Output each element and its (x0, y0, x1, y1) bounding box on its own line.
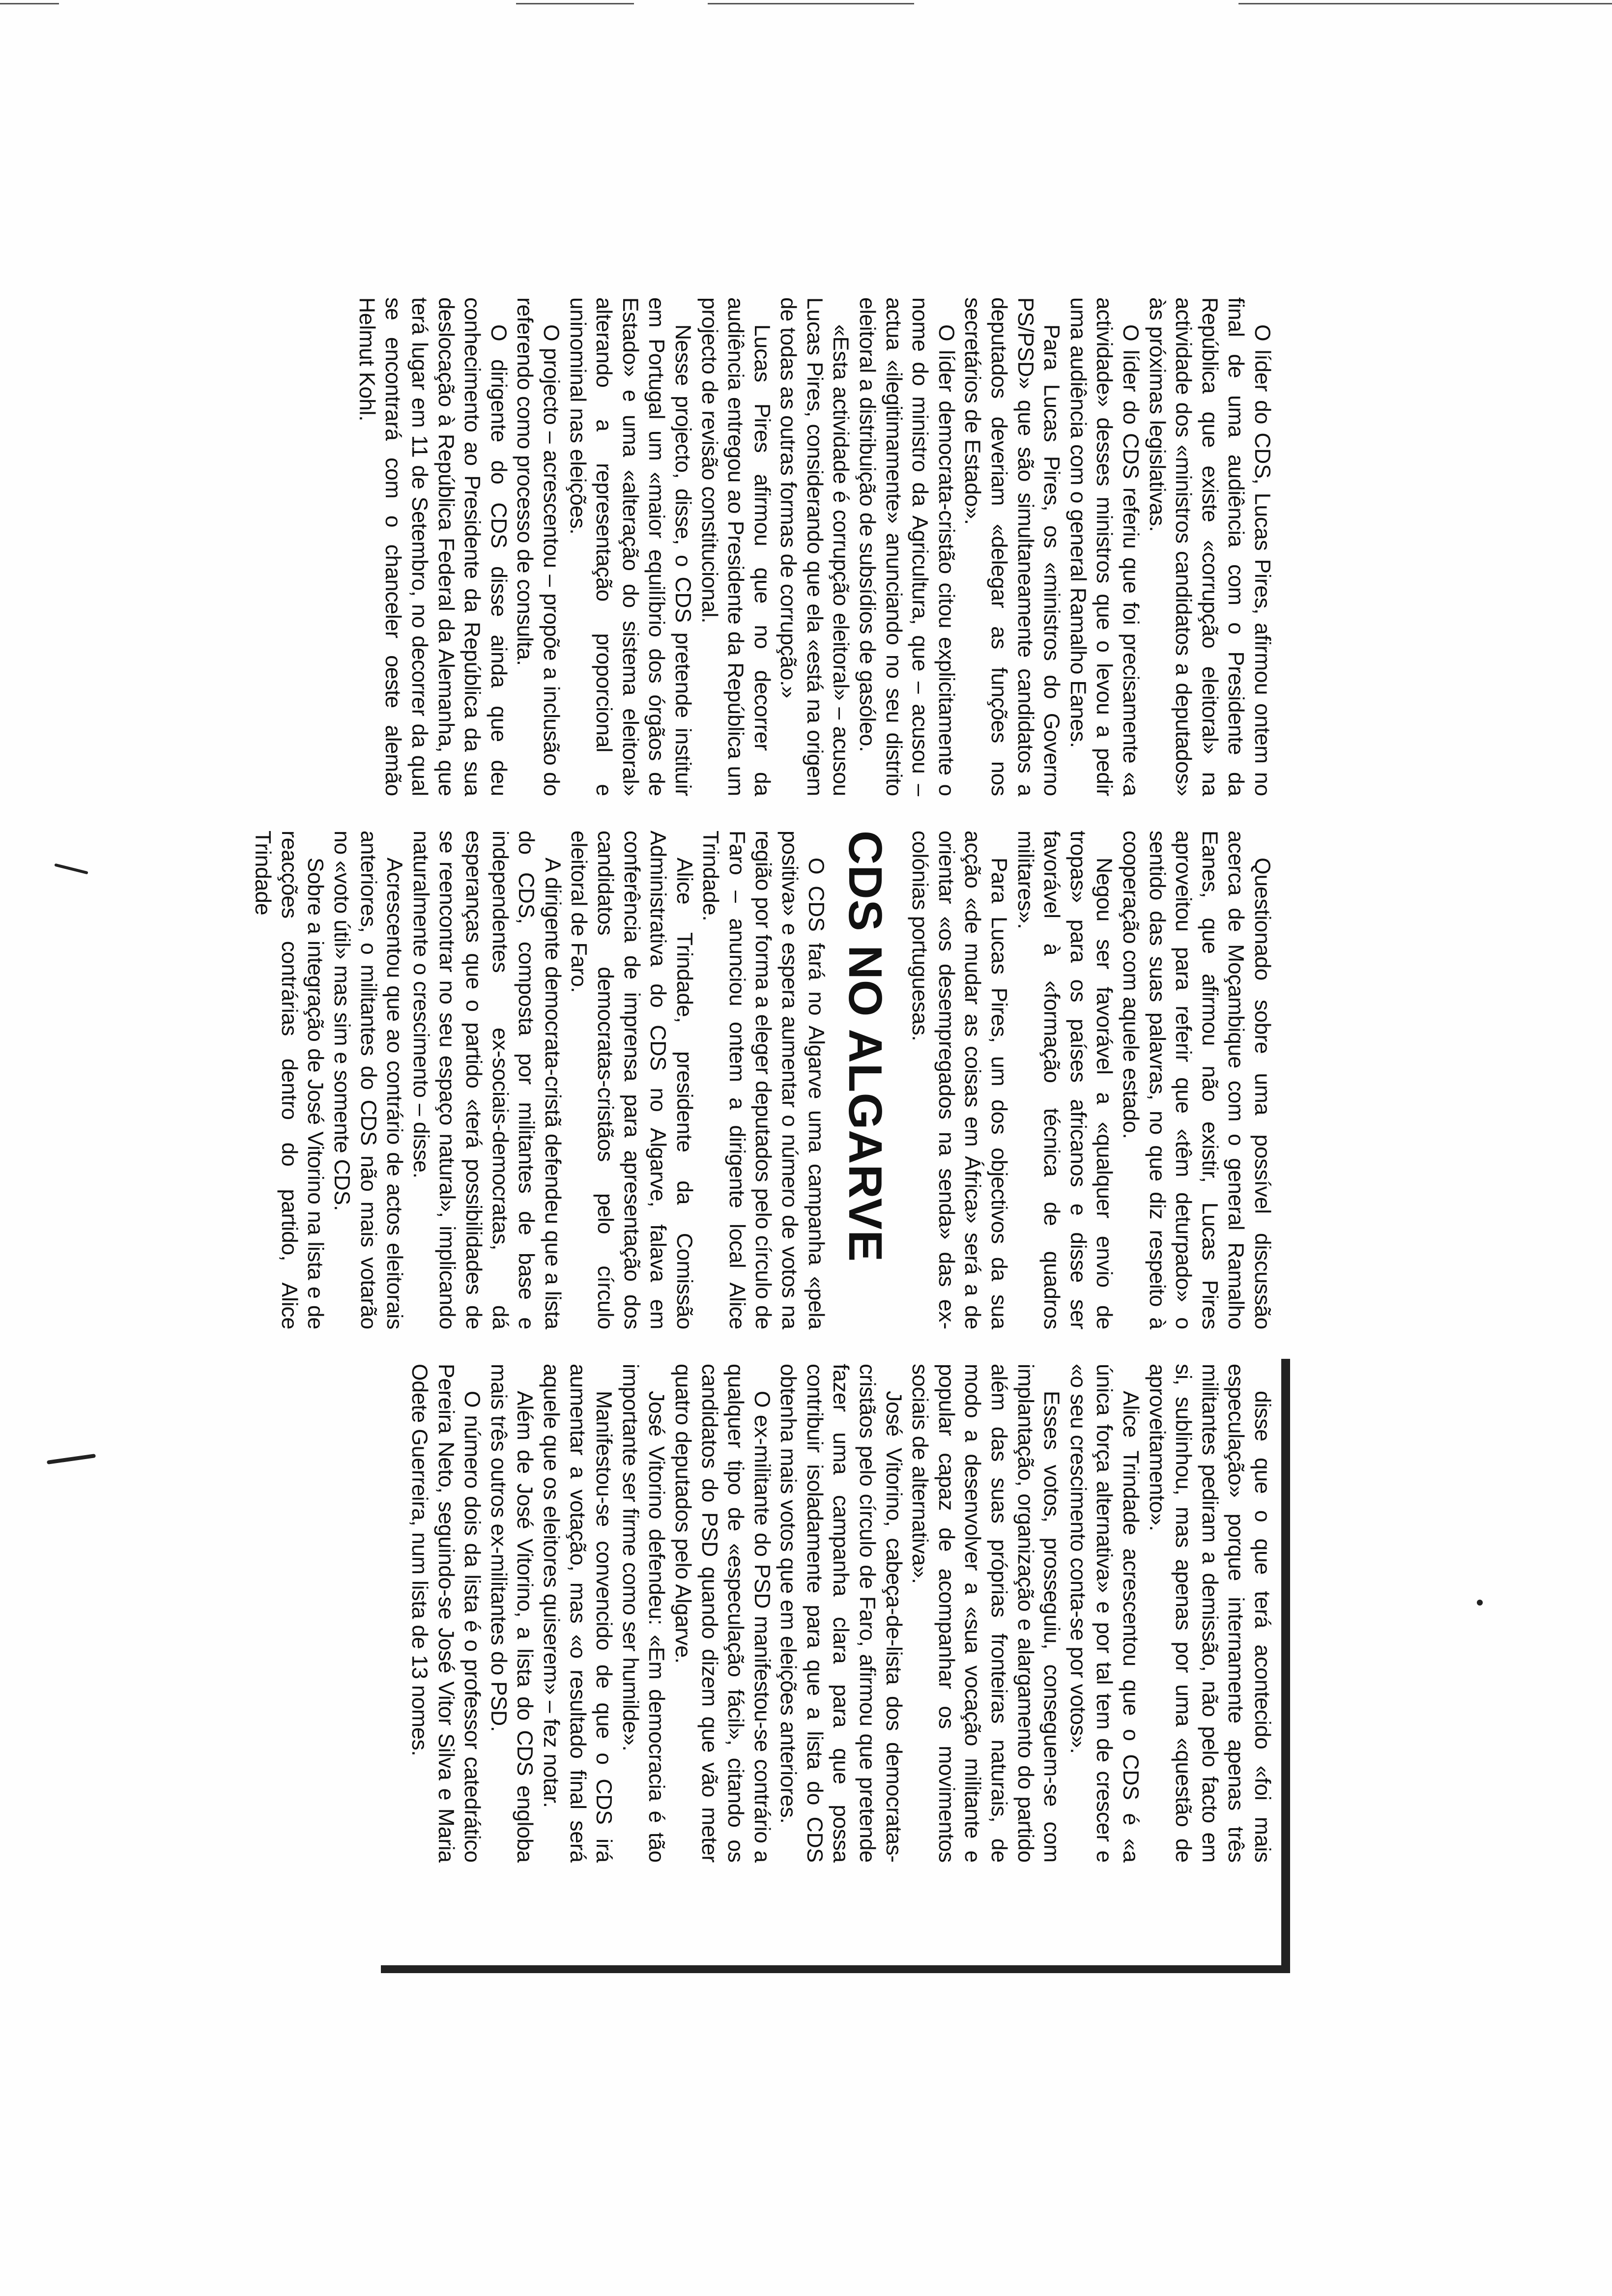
scan-speck (1477, 1600, 1483, 1606)
paragraph: Além de José Vitorino, a lista do CDS engloba mais três outros ex-militantes do PSD. (486, 1364, 537, 1863)
paragraph: José Vitorino, cabeça-de-lista dos democratas-cristãos pelo círculo de Faro, afirmou que pretende fazer uma campanha clara para que possa contribuir isoladamente para que a lista do CDS obtenha mais votos que em eleições anteriores. (776, 1364, 906, 1863)
paragraph: José Vitorino defendeu: «Em democracia é tão importante ser firme como ser humilde». (618, 1364, 669, 1863)
paragraph: Manifestou-se convencido de que o CDS irá aumentar a votação, mas «o resultado final será aquele que os eleitores quiserem» – fez notar. (539, 1364, 616, 1863)
paragraph: Questionado sobre uma possível discussão acerca de Moçambique com o general Ramalho Eanes, que afirmou não existir, Lucas Pires aproveitou para referir que «têm deturpado» o sentido das suas palavras, no que diz respeito à cooperação com aquele estado. (1119, 831, 1274, 1329)
paragraph: Nesse projecto, disse, o CDS pretende instituir em Portugal um «maior equilíbrio dos órgãos de Estado» e uma «alteração do sistema eleitoral» alterando a representação proporcional e uninominal nas eleições. (565, 297, 695, 796)
paragraph: A dirigente democrata-cristã defendeu que a lista do CDS, composta por militantes de base e independentes ex-sociais-democratas, dá esperanças que o partido «terá possibilidades de se reencontrar no seu espaço natural», implicando naturalmente o crescimento – disse. (408, 831, 565, 1329)
scan-speck (54, 863, 88, 875)
scan-speck (47, 1454, 96, 1464)
scan-edge-marks (0, 0, 1612, 9)
paragraph: O ex-militante do PSD manifestou-se contrário a qualquer tipo de «especulação fácil», citando os candidatos do PSD quando dizem que vão meter quatro deputados pelo Algarve. (670, 1364, 774, 1863)
article-column-1 (353, 297, 1275, 796)
paragraph: Acrescentou que ao contrário de actos eleitorais anteriores, o militantes do CDS não mais votarão no «voto útil» mas sim e somente CDS. (330, 831, 407, 1329)
paragraph: disse que o que terá acontecido «foi mais especulação» porque internamente apenas três militantes pediram a demissão, não pelo facto em si, sublinhou, mas apenas por uma «questão de aproveitamento». (1145, 1364, 1274, 1863)
newspaper-clipping (251, 283, 1290, 1978)
paragraph: O líder do CDS referiu que foi precisamente «a actividade» desses ministros que o levou a pedir uma audiência com o general Ramalho Eanes. (1065, 297, 1143, 796)
paragraph: Para Lucas Pires, os «ministros do Governo PS/PSD» que são simultaneamente candidatos a deputados deveriam «delegar as funções nos secretários de Estado». (960, 297, 1064, 796)
paragraph: O projecto – acrescentou – propõe a inclusão do referendo como processo de consulta. (513, 297, 563, 796)
paragraph: O dirigente do CDS disse ainda que deu conhecimento ao Presidente da República da sua deslocação à República Federal da Alemanha, que terá lugar em 11 de Setembro, no decorrer da qual se encontrará com o chanceler oeste alemão Helmut Kohl. (354, 297, 511, 796)
paragraph: Sobre a integração de José Vitorino na lista e de reacções contrárias dentro do partido, Alice Trindade (251, 831, 328, 1329)
paragraph: Para Lucas Pires, um dos objectivos da sua acção «de mudar as coisas em África» será a de orientar «os desempregados na senda» das ex-colónias portuguesas. (908, 831, 1011, 1329)
paragraph: O número dois da lista é o professor catedrático Pereira Neto, seguindo-se José Vitor Silva e Maria Odete Guerreira, num lista de 13 nomes. (407, 1364, 485, 1863)
section-headline: CDS NO ALGARVE (838, 831, 892, 1263)
paragraph: Alice Trindade, presidente da Comissão Administrativa do CDS no Algarve, falava em conferência de imprensa para apresentação dos candidatos democratas-cristãos pelo círculo eleitoral de Faro. (567, 831, 696, 1329)
paragraph: O líder democrata-cristão citou explicitamente o nome do ministro da Agricultura, que – acusou – actua «ilegitimamente» anunciando no seu distrito eleitoral a distribuição de subsídios de gasóleo. (855, 297, 958, 796)
paragraph: Alice Trindade acrescentou que o CDS é «a única força alternativa» e por tal tem de crescer e «o seu crescimento conta-se por votos». (1065, 1364, 1143, 1863)
paragraph: «Esta actividade é corrupção eleitoral» – acusou Lucas Pires, considerando que ela «está na origem de todas as outras formas de corrupção.» (776, 297, 853, 796)
paragraph: O CDS fará no Algarve uma campanha «pela positiva» e espera aumentar o número de votos na região por forma a eleger deputados pelo círculo de Faro – anunciou ontem a dirigente local Alice Trindade. (698, 831, 828, 1329)
paragraph: O líder do CDS, Lucas Pires, afirmou ontem no final de uma audiência com o Presidente da República que existe «corrupção eleitoral» na actividade dos «ministros candidatos a deputados» às próximas legislativas. (1145, 297, 1274, 796)
paragraph: Negou ser favorável a «qualquer envio de tropas» para os países africanos e disse ser favorável à «formação técnica de quadros militares». (1013, 831, 1117, 1329)
article-column-2 (250, 831, 1275, 1329)
paragraph: Esses votos, prosseguiu, conseguem-se com implantação, organização e alargamento do partido além das suas próprias fronteiras naturais, de modo a desenvolver a «sua vocação militante e popular capaz de acompanhar os movimentos sociais de alternativa». (908, 1364, 1064, 1863)
paragraph: Lucas Pires afirmou que no decorrer da audiência entregou ao Presidente da República um projecto de revisão constitucional. (697, 297, 774, 796)
article-column-3 (406, 1364, 1275, 1863)
